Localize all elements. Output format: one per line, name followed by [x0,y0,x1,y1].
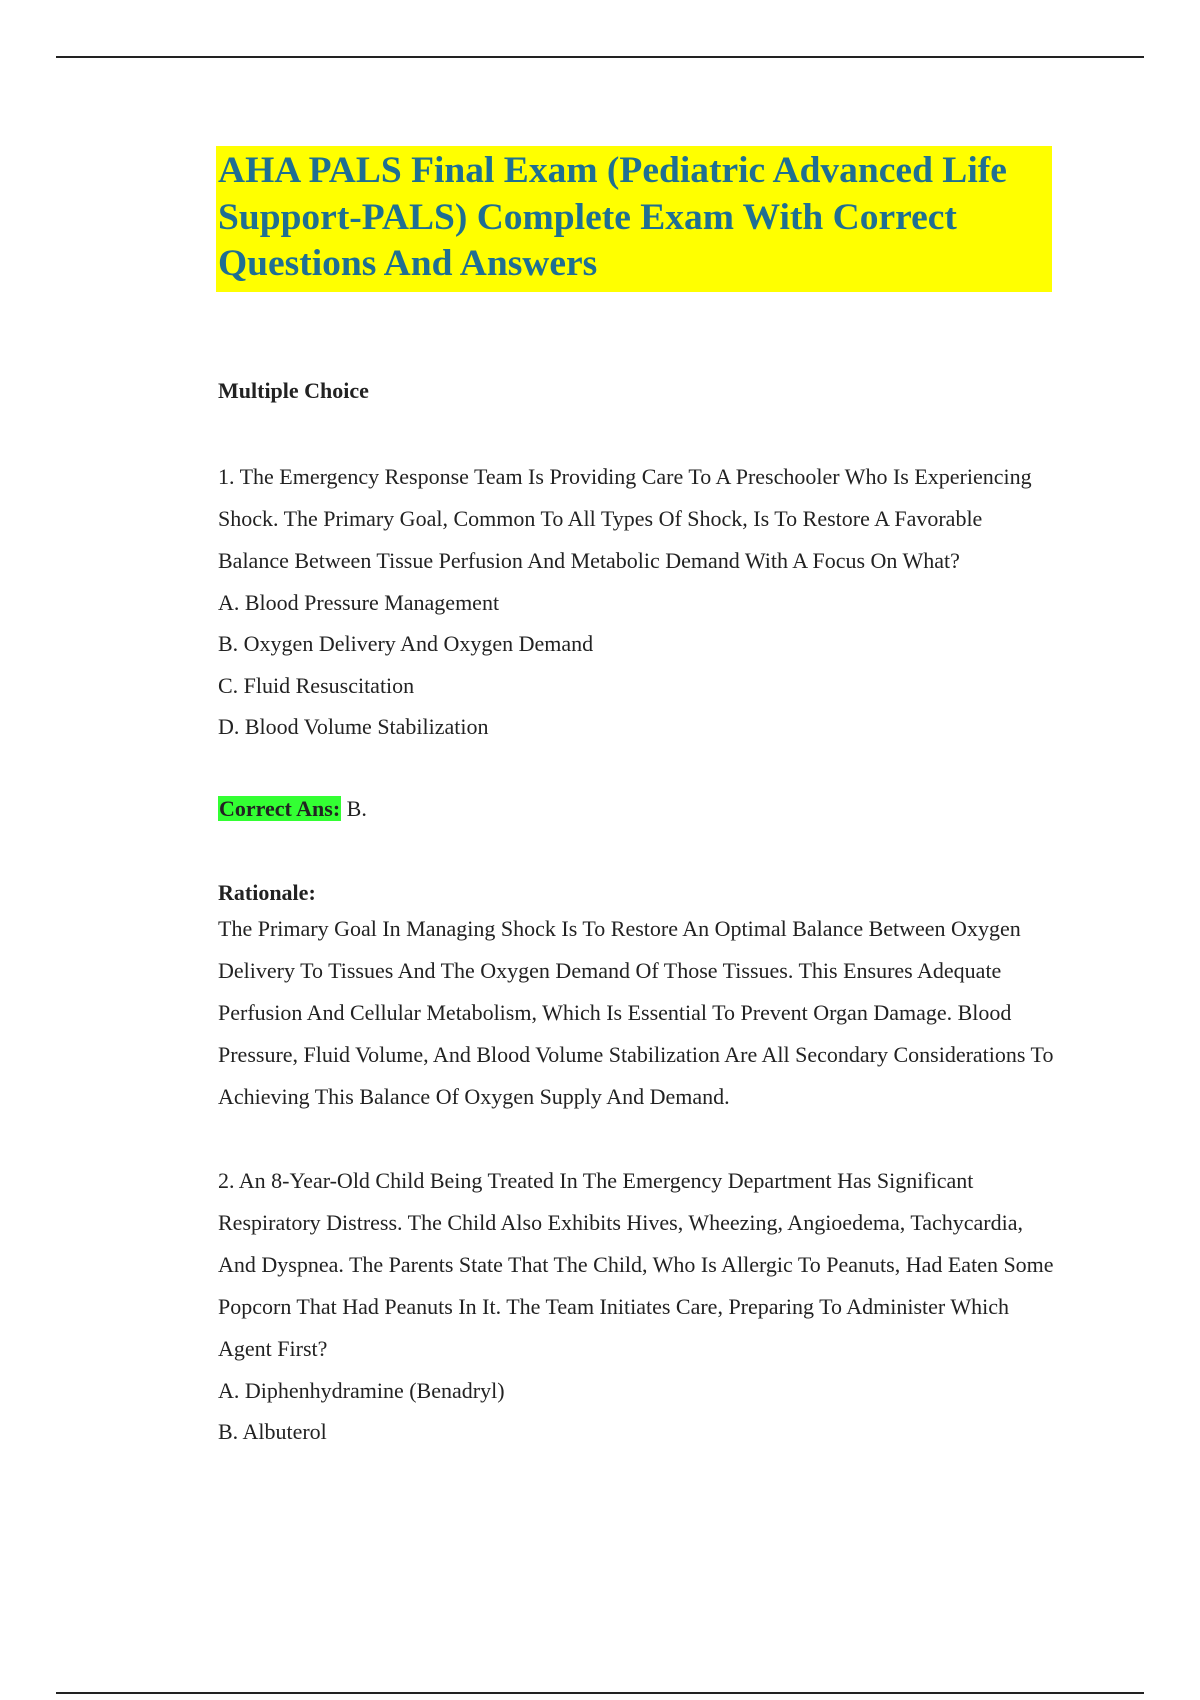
question-2 [218,1160,1058,1453]
question-1 [218,456,1058,1118]
footer-rule [56,1692,1144,1694]
document-title: AHA PALS Final Exam (Pediatric Advanced Life Support-PALS) Complete Exam With Correct Questions And Answers [218,150,1007,284]
document-body [218,146,1058,1453]
question-1-option-d: D. Blood Volume Stabilization [218,714,489,739]
question-2-option-a: A. Diphenhydramine (Benadryl) [218,1377,505,1403]
question-1-option-b: B. Oxygen Delivery And Oxygen Demand [218,631,594,656]
question-1-answer [218,794,1058,824]
rationale-label: Rationale: [218,879,316,905]
question-2-option-b: B. Albuterol [218,1419,327,1444]
correct-answer-value: B. [341,795,367,821]
correct-answer-label: Correct Ans: [219,795,341,821]
question-2-options [218,1370,1058,1453]
section-heading: Multiple Choice [218,377,369,403]
rationale-text: The Primary Goal In Managing Shock Is To Restore An Optimal Balance Between Oxygen Delivery To Tissues And The Oxygen Demand Of Those Tissues. This Ensures Adequate Perfusion And Cellular Metabolism, Which Is Essential To Prevent Organ Damage. Blood Pressure, Fluid Volume, And Blood Volume Stabilization Are All Secondary Considerations To Achieving This Balance Of Oxygen Supply And Demand. [218,915,1054,1109]
question-1-text: 1. The Emergency Response Team Is Providing Care To A Preschooler Who Is Experiencing Shock. The Primary Goal, Common To All Types Of Shock, Is To Restore A Favorable Balance Between Tissue Perfusion And Metabolic Demand With A Focus On What? [218,463,1032,573]
question-2-text: 2. An 8-Year-Old Child Being Treated In The Emergency Department Has Significant Respiratory Distress. The Child Also Exhibits Hives, Wheezing, Angioedema, Tachycardia, And Dyspnea. The Parents State That The Child, Who Is Allergic To Peanuts, Had Eaten Some Popcorn That Had Peanuts In It. The Team Initiates Care, Preparing To Administer Which Agent First? [218,1167,1054,1361]
title-highlight [216,146,1052,292]
question-1-option-c: C. Fluid Resuscitation [218,672,415,698]
header-rule [56,56,1144,58]
question-1-option-a: A. Blood Pressure Management [218,589,500,615]
question-1-options [218,582,1058,748]
